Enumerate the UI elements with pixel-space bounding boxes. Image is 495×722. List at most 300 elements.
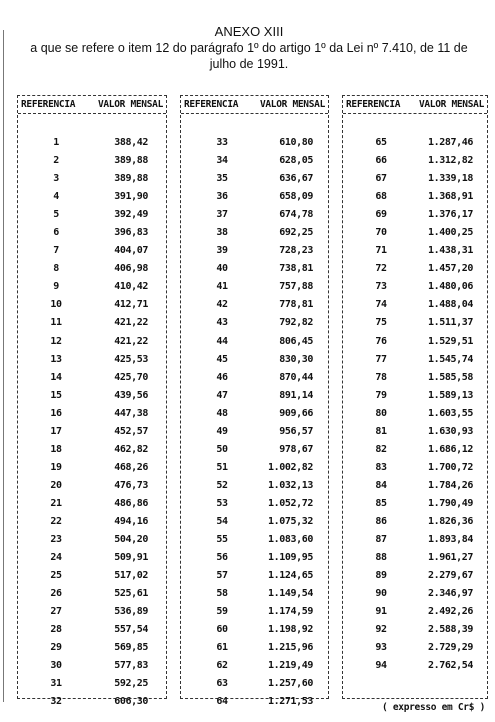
reference-cell: 23 <box>50 534 62 546</box>
reference-cell: 46 <box>216 371 228 383</box>
monthly-value-cell: 806,45 <box>279 335 313 347</box>
table-row <box>181 513 328 531</box>
table-row <box>343 351 487 369</box>
table-row <box>181 567 328 585</box>
monthly-value-cell: 1.257,60 <box>268 678 313 690</box>
table-row <box>18 675 166 693</box>
reference-cell: 80 <box>375 407 387 419</box>
reference-cell: 74 <box>375 299 387 311</box>
reference-cell: 24 <box>50 552 62 564</box>
monthly-value-cell: 628,05 <box>279 155 313 167</box>
monthly-value-cell: 577,83 <box>114 660 148 672</box>
reference-cell: 5 <box>53 209 59 221</box>
monthly-value-cell: 410,42 <box>114 281 148 293</box>
table-row <box>343 206 487 224</box>
table-row <box>181 405 328 423</box>
monthly-value-cell: 557,54 <box>114 624 148 636</box>
table-row <box>18 405 166 423</box>
reference-cell: 33 <box>216 137 228 148</box>
reference-cell: 91 <box>375 606 387 618</box>
monthly-value-cell: 536,89 <box>114 606 148 618</box>
monthly-value-cell: 1.002,82 <box>268 461 313 473</box>
reference-cell: 69 <box>375 209 387 221</box>
table-row <box>181 441 328 459</box>
table-row <box>343 296 487 314</box>
monthly-value-cell: 468,26 <box>114 461 148 473</box>
reference-cell: 18 <box>50 443 62 455</box>
monthly-value-cell: 1.109,95 <box>268 552 313 564</box>
monthly-value-cell: 1.032,13 <box>268 479 313 491</box>
monthly-value-cell: 1.312,82 <box>428 155 473 167</box>
currency-note: ( expresso em Cr$ ) <box>382 702 485 713</box>
table-row <box>343 423 487 441</box>
monthly-value-cell: 1.052,72 <box>268 497 313 509</box>
reference-cell: 8 <box>53 263 59 275</box>
table-row <box>18 170 166 188</box>
reference-cell: 52 <box>216 479 228 491</box>
column-header-monthly-value: VALOR MENSAL <box>418 99 484 110</box>
monthly-value-cell: 1.529,51 <box>428 335 473 347</box>
monthly-value-cell: 1.630,93 <box>428 425 473 437</box>
reference-cell: 20 <box>50 479 62 491</box>
salary-table-1 <box>17 95 167 708</box>
table-row <box>343 242 487 260</box>
monthly-value-cell: 1.376,17 <box>428 209 473 221</box>
table-row <box>181 531 328 549</box>
reference-cell: 90 <box>375 588 387 600</box>
reference-cell: 76 <box>375 335 387 347</box>
table-body <box>18 114 166 712</box>
table-row <box>181 639 328 657</box>
monthly-value-cell: 1.149,54 <box>268 588 313 600</box>
table-row <box>18 134 166 152</box>
table-row <box>343 513 487 531</box>
monthly-value-cell: 978,67 <box>279 443 313 455</box>
reference-cell: 54 <box>216 515 228 527</box>
monthly-value-cell: 404,07 <box>114 245 148 257</box>
reference-cell: 60 <box>216 624 228 636</box>
table-row <box>181 369 328 387</box>
column-header-reference: REFERENCIA <box>184 99 239 110</box>
monthly-value-cell: 610,80 <box>279 137 313 148</box>
monthly-value-cell: 1.219,49 <box>268 660 313 672</box>
table-row <box>343 224 487 242</box>
table-row <box>181 152 328 170</box>
table-row <box>18 278 166 296</box>
reference-cell: 10 <box>50 299 62 311</box>
table-header <box>343 96 487 114</box>
table-row <box>343 152 487 170</box>
reference-cell: 85 <box>375 497 387 509</box>
column-header-reference: REFERENCIA <box>346 99 401 110</box>
monthly-value-cell: 2.588,39 <box>428 624 473 636</box>
reference-cell: 71 <box>375 245 387 257</box>
table-row <box>181 296 328 314</box>
monthly-value-cell: 658,09 <box>279 191 313 203</box>
table-row <box>181 188 328 206</box>
table-row <box>181 351 328 369</box>
reference-cell: 79 <box>375 389 387 401</box>
monthly-value-cell: 1.826,36 <box>428 515 473 527</box>
monthly-value-cell: 956,57 <box>279 425 313 437</box>
monthly-value-cell: 389,88 <box>114 173 148 185</box>
reference-cell: 14 <box>50 371 62 383</box>
reference-cell: 57 <box>216 570 228 582</box>
table-row <box>343 387 487 405</box>
reference-cell: 41 <box>216 281 228 293</box>
monthly-value-cell: 1.893,84 <box>428 534 473 546</box>
reference-cell: 44 <box>216 335 228 347</box>
reference-cell: 42 <box>216 299 228 311</box>
monthly-value-cell: 891,14 <box>279 389 313 401</box>
reference-cell: 2 <box>53 155 59 167</box>
reference-cell: 63 <box>216 678 228 690</box>
table-row <box>181 675 328 693</box>
reference-cell: 83 <box>375 461 387 473</box>
monthly-value-cell: 517,02 <box>114 570 148 582</box>
monthly-value-cell: 392,49 <box>114 209 148 221</box>
reference-cell: 82 <box>375 443 387 455</box>
monthly-value-cell: 1.368,91 <box>428 191 473 203</box>
table-row <box>343 603 487 621</box>
reference-cell: 72 <box>375 263 387 275</box>
table-row <box>18 351 166 369</box>
table-row <box>343 477 487 495</box>
reference-cell: 13 <box>50 353 62 365</box>
monthly-value-cell: 1.287,46 <box>428 137 473 148</box>
reference-cell: 55 <box>216 534 228 546</box>
monthly-value-cell: 425,53 <box>114 353 148 365</box>
monthly-value-cell: 1.511,37 <box>428 317 473 329</box>
monthly-value-cell: 421,22 <box>114 317 148 329</box>
table-row <box>343 495 487 513</box>
table-row <box>343 188 487 206</box>
reference-cell: 45 <box>216 353 228 365</box>
table-row <box>181 224 328 242</box>
reference-cell: 70 <box>375 227 387 239</box>
monthly-value-cell: 636,67 <box>279 173 313 185</box>
reference-cell: 6 <box>53 227 59 239</box>
table-row <box>181 278 328 296</box>
document-header <box>10 24 488 72</box>
table-row <box>18 152 166 170</box>
reference-cell: 73 <box>375 281 387 293</box>
monthly-value-cell: 421,22 <box>114 335 148 347</box>
table-row <box>18 531 166 549</box>
reference-cell: 64 <box>216 696 228 708</box>
reference-cell: 66 <box>375 155 387 167</box>
monthly-value-cell: 406,98 <box>114 263 148 275</box>
table-row <box>18 260 166 278</box>
monthly-value-cell: 1.585,58 <box>428 371 473 383</box>
reference-cell: 16 <box>50 407 62 419</box>
monthly-value-cell: 738,81 <box>279 263 313 275</box>
table-row <box>181 495 328 513</box>
monthly-value-cell: 1.271,53 <box>268 696 313 708</box>
monthly-value-cell: 447,38 <box>114 407 148 419</box>
table-row <box>181 423 328 441</box>
monthly-value-cell: 476,73 <box>114 479 148 491</box>
reference-cell: 61 <box>216 642 228 654</box>
monthly-value-cell: 1.215,96 <box>268 642 313 654</box>
reference-cell: 58 <box>216 588 228 600</box>
reference-cell: 62 <box>216 660 228 672</box>
table-row <box>343 134 487 152</box>
monthly-value-cell: 452,57 <box>114 425 148 437</box>
table-body <box>343 114 487 675</box>
monthly-value-cell: 792,82 <box>279 317 313 329</box>
monthly-value-cell: 1.174,59 <box>268 606 313 618</box>
monthly-value-cell: 1.686,12 <box>428 443 473 455</box>
reference-cell: 88 <box>375 552 387 564</box>
reference-cell: 92 <box>375 624 387 636</box>
reference-cell: 11 <box>50 317 62 329</box>
reference-cell: 81 <box>375 425 387 437</box>
table-row <box>181 657 328 675</box>
table-row <box>18 441 166 459</box>
table-row <box>343 278 487 296</box>
monthly-value-cell: 606,30 <box>114 696 148 708</box>
reference-cell: 36 <box>216 191 228 203</box>
table-row <box>18 495 166 513</box>
monthly-value-cell: 1.438,31 <box>428 245 473 257</box>
table-row <box>18 242 166 260</box>
table-row <box>18 423 166 441</box>
table-row <box>343 549 487 567</box>
table-row <box>181 333 328 351</box>
monthly-value-cell: 1.545,74 <box>428 353 473 365</box>
table-row <box>343 531 487 549</box>
table-row <box>18 188 166 206</box>
table-row <box>181 603 328 621</box>
reference-cell: 39 <box>216 245 228 257</box>
monthly-value-cell: 389,88 <box>114 155 148 167</box>
monthly-value-cell: 1.339,18 <box>428 173 473 185</box>
monthly-value-cell: 486,86 <box>114 497 148 509</box>
table-row <box>343 621 487 639</box>
table-row <box>18 603 166 621</box>
monthly-value-cell: 396,83 <box>114 227 148 239</box>
monthly-value-cell: 1.075,32 <box>268 515 313 527</box>
salary-table-2 <box>180 95 329 708</box>
reference-cell: 30 <box>50 660 62 672</box>
monthly-value-cell: 2.492,26 <box>428 606 473 618</box>
monthly-value-cell: 757,88 <box>279 281 313 293</box>
monthly-value-cell: 525,61 <box>114 588 148 600</box>
reference-cell: 37 <box>216 209 228 221</box>
table-row <box>343 170 487 188</box>
monthly-value-cell: 1.589,13 <box>428 389 473 401</box>
table-row <box>343 567 487 585</box>
table-row <box>181 585 328 603</box>
left-margin-line <box>3 30 4 702</box>
monthly-value-cell: 1.457,20 <box>428 263 473 275</box>
table-row <box>181 170 328 188</box>
table-row <box>181 549 328 567</box>
reference-cell: 65 <box>375 137 387 148</box>
table-row <box>18 224 166 242</box>
reference-cell: 68 <box>375 191 387 203</box>
reference-cell: 4 <box>53 191 59 203</box>
monthly-value-cell: 1.961,27 <box>428 552 473 564</box>
monthly-value-cell: 1.784,26 <box>428 479 473 491</box>
reference-cell: 31 <box>50 678 62 690</box>
table-row <box>181 477 328 495</box>
column-header-reference: REFERENCIA <box>21 99 76 110</box>
table-row <box>181 242 328 260</box>
monthly-value-cell: 830,30 <box>279 353 313 365</box>
table-row <box>343 314 487 332</box>
header-line-2: julho de 1991. <box>209 57 289 71</box>
monthly-value-cell: 728,23 <box>279 245 313 257</box>
monthly-value-cell: 569,85 <box>114 642 148 654</box>
table-row <box>18 513 166 531</box>
column-header-monthly-value: VALOR MENSAL <box>259 99 325 110</box>
monthly-value-cell: 2.762,54 <box>428 660 473 672</box>
monthly-value-cell: 1.124,65 <box>268 570 313 582</box>
reference-cell: 40 <box>216 263 228 275</box>
table-row <box>181 693 328 711</box>
salary-table-3 <box>342 95 488 699</box>
table-row <box>343 369 487 387</box>
reference-cell: 56 <box>216 552 228 564</box>
table-row <box>18 459 166 477</box>
table-row <box>18 585 166 603</box>
monthly-value-cell: 1.083,60 <box>268 534 313 546</box>
reference-cell: 34 <box>216 155 228 167</box>
table-row <box>343 459 487 477</box>
reference-cell: 48 <box>216 407 228 419</box>
table-row <box>18 693 166 711</box>
monthly-value-cell: 504,20 <box>114 534 148 546</box>
monthly-value-cell: 1.790,49 <box>428 497 473 509</box>
table-row <box>18 477 166 495</box>
table-row <box>181 314 328 332</box>
monthly-value-cell: 1.700,72 <box>428 461 473 473</box>
reference-cell: 22 <box>50 515 62 527</box>
monthly-value-cell: 592,25 <box>114 678 148 690</box>
table-row <box>18 387 166 405</box>
table-header <box>18 96 166 114</box>
reference-cell: 49 <box>216 425 228 437</box>
reference-cell: 21 <box>50 497 62 509</box>
table-row <box>18 206 166 224</box>
monthly-value-cell: 412,71 <box>114 299 148 311</box>
header-line-1: a que se refere o item 12 do parágrafo 1º do artigo 1º da Lei nº 7.410, de 11 de <box>30 41 468 55</box>
reference-cell: 19 <box>50 461 62 473</box>
monthly-value-cell: 2.279,67 <box>428 570 473 582</box>
table-row <box>181 206 328 224</box>
table-row <box>181 621 328 639</box>
monthly-value-cell: 388,42 <box>114 137 148 148</box>
reference-cell: 1 <box>53 137 59 148</box>
reference-cell: 94 <box>375 660 387 672</box>
reference-cell: 9 <box>53 281 59 293</box>
table-row <box>18 657 166 675</box>
table-row <box>343 405 487 423</box>
reference-cell: 32 <box>50 696 62 708</box>
reference-cell: 26 <box>50 588 62 600</box>
table-row <box>181 459 328 477</box>
table-row <box>181 260 328 278</box>
reference-cell: 59 <box>216 606 228 618</box>
reference-cell: 27 <box>50 606 62 618</box>
monthly-value-cell: 778,81 <box>279 299 313 311</box>
table-row <box>343 333 487 351</box>
monthly-value-cell: 1.488,04 <box>428 299 473 311</box>
reference-cell: 87 <box>375 534 387 546</box>
monthly-value-cell: 1.198,92 <box>268 624 313 636</box>
reference-cell: 7 <box>53 245 59 257</box>
reference-cell: 17 <box>50 425 62 437</box>
table-row <box>343 441 487 459</box>
reference-cell: 86 <box>375 515 387 527</box>
table-body <box>181 114 328 712</box>
table-row <box>343 639 487 657</box>
reference-cell: 35 <box>216 173 228 185</box>
table-row <box>181 387 328 405</box>
monthly-value-cell: 870,44 <box>279 371 313 383</box>
table-row <box>343 657 487 675</box>
reference-cell: 38 <box>216 227 228 239</box>
reference-cell: 28 <box>50 624 62 636</box>
monthly-value-cell: 1.400,25 <box>428 227 473 239</box>
table-row <box>18 333 166 351</box>
reference-cell: 51 <box>216 461 228 473</box>
reference-cell: 78 <box>375 371 387 383</box>
monthly-value-cell: 909,66 <box>279 407 313 419</box>
reference-cell: 89 <box>375 570 387 582</box>
reference-cell: 29 <box>50 642 62 654</box>
reference-cell: 77 <box>375 353 387 365</box>
reference-cell: 75 <box>375 317 387 329</box>
table-row <box>18 314 166 332</box>
monthly-value-cell: 391,90 <box>114 191 148 203</box>
monthly-value-cell: 674,78 <box>279 209 313 221</box>
table-row <box>181 134 328 152</box>
table-row <box>18 621 166 639</box>
table-row <box>18 549 166 567</box>
reference-cell: 84 <box>375 479 387 491</box>
reference-cell: 3 <box>53 173 59 185</box>
table-row <box>343 260 487 278</box>
reference-cell: 15 <box>50 389 62 401</box>
reference-cell: 25 <box>50 570 62 582</box>
annex-title: ANEXO XIII <box>214 24 284 39</box>
reference-cell: 67 <box>375 173 387 185</box>
table-row <box>18 369 166 387</box>
reference-cell: 93 <box>375 642 387 654</box>
table-row <box>18 296 166 314</box>
table-row <box>18 639 166 657</box>
reference-cell: 53 <box>216 497 228 509</box>
reference-cell: 50 <box>216 443 228 455</box>
table-header <box>181 96 328 114</box>
monthly-value-cell: 509,91 <box>114 552 148 564</box>
monthly-value-cell: 1.480,06 <box>428 281 473 293</box>
monthly-value-cell: 1.603,55 <box>428 407 473 419</box>
table-row <box>343 585 487 603</box>
monthly-value-cell: 425,70 <box>114 371 148 383</box>
column-header-monthly-value: VALOR MENSAL <box>97 99 163 110</box>
reference-cell: 47 <box>216 389 228 401</box>
table-row <box>18 567 166 585</box>
reference-cell: 12 <box>50 335 62 347</box>
monthly-value-cell: 494,16 <box>114 515 148 527</box>
monthly-value-cell: 462,82 <box>114 443 148 455</box>
reference-cell: 43 <box>216 317 228 329</box>
monthly-value-cell: 2.346,97 <box>428 588 473 600</box>
